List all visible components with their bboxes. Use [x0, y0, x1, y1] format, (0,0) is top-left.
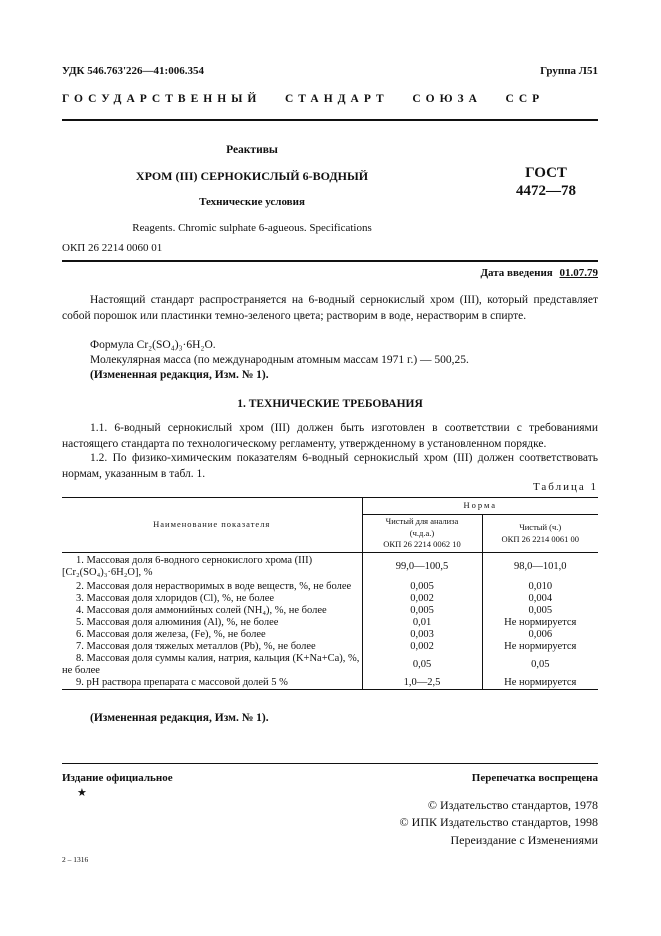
row-value-pure-analysis: 0,005 — [362, 581, 482, 593]
col-a-okp: ОКП 26 2214 0062 10 — [383, 539, 461, 550]
column-header-pure — [482, 515, 598, 553]
official-edition: Издание официальное — [62, 772, 173, 784]
copyright-block — [400, 797, 598, 849]
row-value-pure: Не нормируется — [504, 640, 577, 652]
table-row — [62, 581, 598, 593]
product-name: ХРОМ (III) СЕРНОКИСЛЫЙ 6-ВОДНЫЙ — [135, 169, 369, 183]
col-a-title: Чистый для анализа — [385, 516, 459, 527]
subtitle: Технические условия — [199, 196, 305, 208]
row-name: 2. Массовая доля нерастворимых в воде веществ, %, не более — [62, 581, 362, 593]
udk-code: УДК 546.763'226—41:006.354 — [62, 65, 204, 77]
row-value-pure-analysis: 0,01 — [362, 617, 482, 629]
norms-table — [62, 497, 598, 690]
row-value-pure-analysis: 1,0—2,5 — [362, 677, 482, 690]
edit-note-table: (Измененная редакция, Изм. № 1). — [90, 712, 269, 724]
row-value-pure: 0,006 — [528, 628, 553, 640]
reprint-notice: Перепечатка воспрещена — [471, 772, 598, 784]
row-name: 7. Массовая доля тяжелых металлов (Pb), %, не более — [62, 641, 362, 653]
clause-1-1: 1.1. 6-водный сернокислый хром (III) должен быть изготовлен в соответствии с требованиями настоящего стандарта по технологическому регламенту, утвержденному в установленном порядке. — [62, 422, 598, 450]
footer-rule — [62, 763, 598, 764]
okp-code: ОКП 26 2214 0060 01 — [62, 242, 163, 254]
table-row — [62, 677, 598, 690]
row-name: 3. Массовая доля хлоридов (Cl), %, не более — [62, 593, 362, 605]
row-name: 6. Массовая доля железа, (Fe), %, не более — [62, 629, 362, 641]
star-icon: ★ — [77, 787, 87, 799]
table-row — [62, 593, 598, 605]
table-row — [62, 605, 598, 617]
table-row — [62, 653, 598, 677]
row-value-pure-analysis: 0,002 — [362, 593, 482, 605]
row-value-pure-analysis: 0,005 — [362, 605, 482, 617]
col-b-title: Чистый (ч.) — [519, 522, 562, 533]
copyright-1998: © ИПК Издательство стандартов, 1998 — [399, 815, 598, 830]
copyright-1978: © Издательство стандартов, 1978 — [427, 798, 598, 812]
row-value-pure: 98,0—101,0 — [514, 560, 567, 572]
row-value-pure: 0,004 — [528, 592, 553, 604]
row-value-pure-analysis: 0,05 — [362, 653, 482, 677]
row-name: 1. Массовая доля 6-водного сернокислого хрома (III) [Cr₂(SO₄)₃·6H₂O], % — [62, 553, 362, 581]
table-caption: Таблица 1 — [532, 481, 598, 493]
molecular-mass: Молекулярная масса (по международным атомным массам 1971 г.) — 500,25. — [90, 354, 469, 366]
row-name: 8. Массовая доля суммы калия, натрия, кальция (K+Na+Ca), %, не более — [62, 653, 362, 677]
row-value-pure: Не нормируется — [504, 677, 577, 688]
row-name: 9. pH раствора препарата с массовой долей 5 % — [62, 677, 362, 690]
row-value-pure: 0,005 — [528, 604, 553, 616]
reissue-note: Переиздание с Изменениями — [450, 832, 598, 847]
row-value-pure-analysis: 0,002 — [362, 641, 482, 653]
formula-line — [62, 338, 598, 354]
row-value-pure-analysis: 99,0—100,5 — [362, 553, 482, 581]
gost-block — [506, 164, 586, 200]
table-row — [62, 641, 598, 653]
title-rule — [62, 260, 598, 262]
row-value-pure-analysis: 0,003 — [362, 629, 482, 641]
row-name: 5. Массовая доля алюминия (Al), %, не более — [62, 617, 362, 629]
row-value-pure: Не нормируется — [504, 616, 577, 628]
col-b-okp: ОКП 26 2214 0061 00 — [501, 533, 579, 544]
edit-note-intro: (Измененная редакция, Изм. № 1). — [90, 369, 269, 381]
state-standard-banner: ГОСУДАРСТВЕННЫЙ СТАНДАРТ СОЮЗА ССР — [62, 93, 545, 105]
row-value-pure: 0,010 — [528, 580, 553, 592]
section-heading: 1. ТЕХНИЧЕСКИЕ ТРЕБОВАНИЯ — [237, 398, 423, 410]
column-header-name: Наименование показателя — [62, 498, 362, 553]
table-row — [62, 617, 598, 629]
row-value-pure: 0,05 — [531, 658, 550, 670]
row-name: 4. Массовая доля аммонийных солей (NH₄), %, не более — [62, 605, 362, 617]
col-a-abbr: (ч.д.а.) — [409, 527, 435, 538]
clause-1-2: 1.2. По физико-химическим показателям 6-водный сернокислый хром (III) должен соответствовать нормам, указанным в табл. 1. — [62, 452, 598, 480]
header-rule — [62, 119, 598, 121]
category-title: Реактивы — [226, 144, 278, 156]
formula-value: Cr₂(SO₄)₃·6H₂O. — [136, 339, 216, 351]
gost-number: 4472—78 — [516, 183, 576, 199]
intro-date — [480, 266, 598, 280]
intro-date-value: 01.07.79 — [559, 267, 598, 279]
table-header-row — [62, 498, 598, 515]
table-body — [62, 553, 598, 690]
table-row — [62, 629, 598, 641]
table-row — [62, 553, 598, 581]
intro-paragraph: Настоящий стандарт распространяется на 6-водный сернокислый хром (III), который представляет собой порошок или пластинки темно-зеленого цвета; растворим в воде, нерастворим в спирте. — [62, 294, 598, 322]
intro-date-label: Дата введения — [480, 267, 553, 279]
page-code: 2 – 1316 — [62, 855, 89, 864]
group-code: Группа Л51 — [540, 65, 598, 77]
column-header-norm: Норма — [362, 498, 598, 515]
column-header-pure-analysis — [362, 515, 482, 553]
formula-label: Формула — [90, 339, 134, 351]
gost-label: ГОСТ — [525, 165, 567, 181]
english-title: Reagents. Chromic sulphate 6-agueous. Specifications — [132, 222, 372, 234]
